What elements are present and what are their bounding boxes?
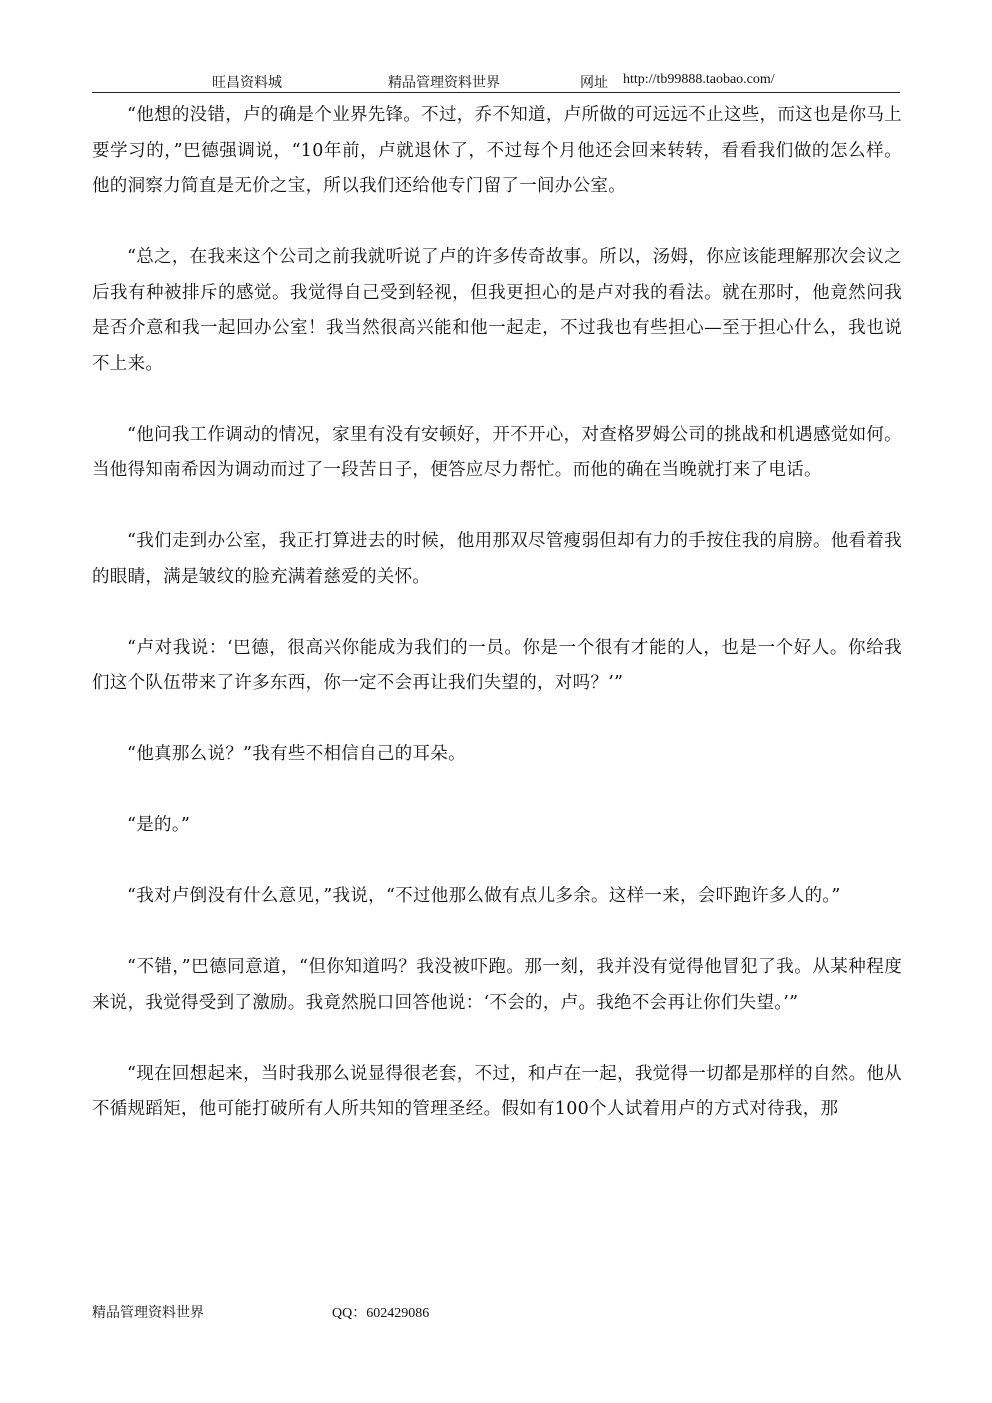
header-url[interactable]: http://tb99888.taobao.com/ xyxy=(623,72,775,87)
paragraph: “不错，”巴德同意道，“但你知道吗？我没被吓跑。那一刻，我并没有觉得他冒犯了我。从某种程度来说，我觉得受到了激励。我竟然脱口回答他说：‘不会的，卢。我绝不会再让你们失望。’” xyxy=(92,957,902,1013)
header-url-label: 网址 xyxy=(580,75,608,91)
paragraph: “他想的没错，卢的确是个业界先锋。不过，乔不知道，卢所做的可远远不止这些，而这也是你马上要学习的，”巴德强调说，“10年前，卢就退休了，不过每个月他还会回来转转，看看我们做的怎么样。他的洞察力简直是无价之宝，所以我们还给他专门留了一间办公室。 xyxy=(92,105,902,196)
paragraph: “他问我工作调动的情况，家里有没有安顿好，开不开心，对查格罗姆公司的挑战和机遇感觉如何。当他得知南希因为调动而过了一段苦日子，便答应尽力帮忙。而他的确在当晚就打来了电话。 xyxy=(92,424,902,480)
paragraph: “他真那么说？”我有些不相信自己的耳朵。 xyxy=(127,744,466,764)
paragraph: “卢对我说：‘巴德，很高兴你能成为我们的一员。你是一个很有才能的人，也是一个好人。你给我们这个队伍带来了许多东西，你一定不会再让我们失望的，对吗？’” xyxy=(92,637,902,693)
paragraph: “总之，在我来这个公司之前我就听说了卢的许多传奇故事。所以，汤姆，你应该能理解那次会议之后我有种被排斥的感觉。我觉得自己受到轻视，但我更担心的是卢对我的看法。就在那时，他竟然问我是否介意和我一起回办公室！我当然很高兴能和他一起走，不过我也有些担心—至于担心什么，我也说不上来。 xyxy=(92,247,902,374)
header-shop-name: 旺昌资料城 xyxy=(212,75,282,91)
paragraph: “我对卢倒没有什么意见，”我说，“不过他那么做有点儿多余。这样一来，会吓跑许多人的。” xyxy=(127,886,841,906)
header-title: 精品管理资料世界 xyxy=(388,75,500,91)
footer-qq: QQ：602429086 xyxy=(332,1306,430,1321)
paragraph: “我们走到办公室，我正打算进去的时候，他用那双尽管瘦弱但却有力的手按住我的肩膀。他看着我的眼睛，满是皱纹的脸充满着慈爱的关怀。 xyxy=(92,531,902,587)
footer-title: 精品管理资料世界 xyxy=(92,1305,204,1321)
paragraph: “现在回想起来，当时我那么说显得很老套，不过，和卢在一起，我觉得一切都是那样的自然。他从不循规蹈矩，他可能打破所有人所共知的管理圣经。假如有100个人试着用卢的方式对待我，那 xyxy=(92,1063,902,1119)
paragraph: “是的。” xyxy=(127,815,191,835)
page-header xyxy=(92,70,900,93)
document-body xyxy=(92,98,902,1163)
